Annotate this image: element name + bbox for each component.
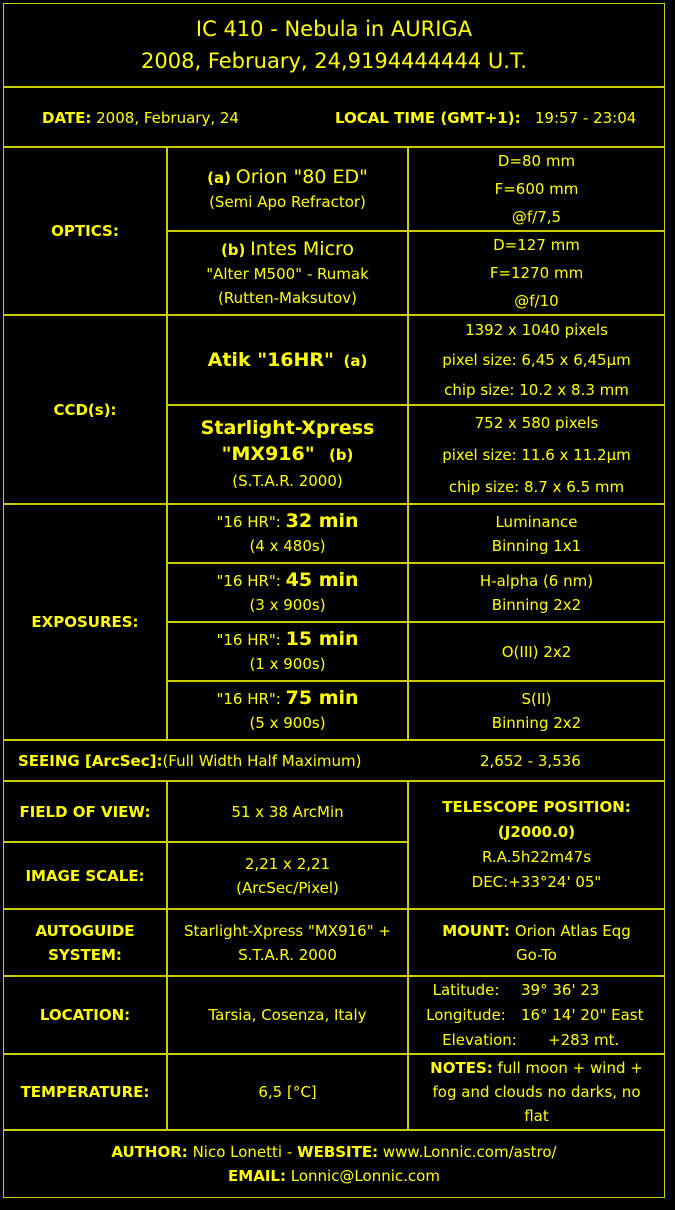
seeing-desc: (Full Width Half Maximum) bbox=[162, 752, 362, 770]
exposure-sub: (5 x 900s) bbox=[249, 714, 326, 732]
latitude-value: 39° 36' 23 bbox=[521, 980, 600, 999]
telescope-ra: R.A.5h22m47s bbox=[481, 848, 592, 866]
notes-text3: flat bbox=[524, 1107, 549, 1125]
ccd-a-name: Atik "16HR" bbox=[207, 348, 334, 371]
author-name: Nico Lonetti - bbox=[187, 1143, 298, 1161]
ccd-b-name2: "MX916" bbox=[221, 443, 315, 465]
telescope-epoch: (J2000.0) bbox=[497, 823, 576, 841]
optics-a-spec2: F=600 mm bbox=[494, 180, 579, 198]
seeing-label: SEEING [ArcSec]: bbox=[18, 752, 163, 770]
optics-a-tag: (a) bbox=[207, 168, 231, 187]
ccd-a-spec2: pixel size: 6,45 x 6,45µm bbox=[442, 351, 631, 369]
optics-b-specs bbox=[408, 231, 665, 315]
ccd-a-tag: (a) bbox=[343, 351, 368, 370]
optics-b-name: Intes Micro bbox=[250, 237, 355, 260]
location-label: LOCATION: bbox=[3, 976, 167, 1054]
elevation-label: Elevation: bbox=[442, 1030, 517, 1049]
date-row bbox=[3, 87, 665, 147]
optics-b-tag: (b) bbox=[220, 240, 246, 259]
exposure-row-3 bbox=[167, 622, 408, 681]
date-value: 2008, February, 24 bbox=[91, 109, 239, 127]
exposure-filter-1 bbox=[408, 504, 665, 563]
exposure-time: 45 min bbox=[285, 569, 359, 591]
notes bbox=[408, 1054, 665, 1130]
seeing-row bbox=[3, 740, 665, 781]
mount bbox=[408, 909, 665, 976]
exposure-binning: Binning 2x2 bbox=[491, 595, 582, 614]
date-label: DATE: bbox=[42, 109, 92, 127]
time-label: LOCAL TIME (GMT+1): bbox=[335, 109, 521, 127]
exposure-cam: "16 HR": bbox=[216, 513, 286, 531]
autoguide-label1: AUTOGUIDE bbox=[35, 921, 135, 940]
telescope-position bbox=[408, 781, 665, 909]
exposures-label: EXPOSURES: bbox=[3, 504, 167, 740]
latitude-label: Latitude: bbox=[432, 980, 500, 999]
telescope-dec: DEC:+33°24' 05" bbox=[471, 873, 602, 891]
autoguide-value1: Starlight-Xpress "MX916" + bbox=[184, 921, 391, 940]
exposure-row-4 bbox=[167, 681, 408, 740]
ccd-label: CCD(s): bbox=[3, 315, 167, 504]
optics-b-desc1: "Alter M500" - Rumak bbox=[206, 264, 369, 283]
mount-label: MOUNT: bbox=[442, 921, 511, 940]
exposure-filter: H-alpha (6 nm) bbox=[479, 571, 594, 590]
exposure-cam: "16 HR": bbox=[216, 572, 286, 590]
page-title: IC 410 - Nebula in AURIGA bbox=[195, 17, 473, 41]
optics-b-spec1: D=127 mm bbox=[493, 236, 580, 254]
longitude-label: Longitude: bbox=[426, 1005, 506, 1024]
email-link[interactable]: Lonnic@Lonnic.com bbox=[285, 1167, 440, 1185]
optics-b bbox=[167, 231, 408, 315]
exposure-time: 15 min bbox=[285, 628, 359, 650]
ccd-a-spec3: chip size: 10.2 x 8.3 mm bbox=[444, 381, 629, 399]
exposure-sub: (4 x 480s) bbox=[249, 537, 326, 555]
ccd-b-tag: (b) bbox=[328, 446, 354, 464]
temperature-value: 6,5 [°C] bbox=[167, 1054, 408, 1130]
ccd-b-desc: (S.T.A.R. 2000) bbox=[232, 472, 343, 490]
exposure-row-1 bbox=[167, 504, 408, 563]
exposure-sub: (3 x 900s) bbox=[249, 596, 326, 614]
optics-label: OPTICS: bbox=[3, 147, 167, 315]
exposure-filter: O(III) 2x2 bbox=[501, 642, 572, 661]
ccd-b bbox=[167, 405, 408, 504]
location-coords bbox=[408, 976, 665, 1054]
notes-text2: fog and clouds no darks, no bbox=[432, 1083, 641, 1101]
exposure-cam: "16 HR": bbox=[216, 631, 286, 649]
scale-value1: 2,21 x 2,21 bbox=[244, 854, 331, 873]
autoguide-label2: SYSTEM: bbox=[48, 945, 122, 964]
location-value: Tarsia, Cosenza, Italy bbox=[167, 976, 408, 1054]
exposure-cam: "16 HR": bbox=[216, 690, 286, 708]
exposure-row-2 bbox=[167, 563, 408, 622]
exposure-time: 75 min bbox=[285, 687, 359, 709]
autoguide-value bbox=[167, 909, 408, 976]
notes-label: NOTES: bbox=[430, 1059, 493, 1077]
page-subtitle: 2008, February, 24,9194444444 U.T. bbox=[141, 49, 527, 73]
email-label: EMAIL: bbox=[228, 1167, 286, 1185]
ccd-b-name1: Starlight-Xpress bbox=[200, 417, 375, 439]
autoguide-label bbox=[3, 909, 167, 976]
exposure-sub: (1 x 900s) bbox=[249, 655, 326, 673]
exposure-filter-2 bbox=[408, 563, 665, 622]
author-label: AUTHOR: bbox=[111, 1143, 188, 1161]
optics-b-desc2: (Rutten-Maksutov) bbox=[218, 288, 357, 307]
optics-b-spec3: @f/10 bbox=[514, 292, 559, 310]
exposure-filter-4 bbox=[408, 681, 665, 740]
optics-a-name: Orion "80 ED" bbox=[235, 165, 368, 188]
ccd-b-spec2: pixel size: 11.6 x 11.2µm bbox=[442, 445, 631, 464]
optics-b-spec2: F=1270 mm bbox=[489, 264, 584, 282]
optics-a-spec3: @f/7,5 bbox=[511, 208, 562, 226]
seeing-value: 2,652 - 3,536 bbox=[480, 752, 581, 770]
ccd-a bbox=[167, 315, 408, 405]
website-label: WEBSITE: bbox=[297, 1143, 379, 1161]
ccd-b-spec1: 752 x 580 pixels bbox=[474, 413, 599, 432]
mount-value2: Go-To bbox=[516, 945, 557, 964]
exposure-time: 32 min bbox=[285, 510, 359, 532]
ccd-a-specs bbox=[408, 315, 665, 405]
optics-a-desc: (Semi Apo Refractor) bbox=[209, 192, 366, 211]
scale-value bbox=[167, 842, 408, 909]
notes-text1: full moon + wind + bbox=[492, 1059, 643, 1077]
longitude-value: 16° 14' 20" East bbox=[521, 1005, 644, 1024]
optics-a bbox=[167, 147, 408, 231]
scale-label: IMAGE SCALE: bbox=[3, 842, 167, 909]
scale-value2: (ArcSec/Pixel) bbox=[236, 878, 339, 897]
telescope-position-label: TELESCOPE POSITION: bbox=[442, 798, 631, 816]
website-link[interactable]: www.Lonnic.com/astro/ bbox=[378, 1143, 557, 1161]
ccd-b-spec3: chip size: 8.7 x 6.5 mm bbox=[448, 477, 625, 496]
autoguide-value2: S.T.A.R. 2000 bbox=[238, 945, 337, 964]
exposure-filter-3 bbox=[408, 622, 665, 681]
optics-a-specs bbox=[408, 147, 665, 231]
ccd-b-specs bbox=[408, 405, 665, 504]
exposure-filter: S(II) bbox=[521, 689, 552, 708]
elevation-value: +283 mt. bbox=[548, 1030, 620, 1049]
mount-value1: Orion Atlas Eqg bbox=[510, 921, 631, 940]
time-value: 19:57 - 23:04 bbox=[534, 109, 637, 127]
exposure-binning: Binning 2x2 bbox=[491, 713, 582, 732]
header bbox=[3, 3, 665, 87]
optics-a-spec1: D=80 mm bbox=[497, 152, 576, 170]
ccd-a-spec1: 1392 x 1040 pixels bbox=[465, 321, 608, 339]
exposure-binning: Binning 1x1 bbox=[491, 536, 582, 555]
footer bbox=[3, 1130, 665, 1198]
temperature-label: TEMPERATURE: bbox=[3, 1054, 167, 1130]
fov-value: 51 x 38 ArcMin bbox=[167, 781, 408, 842]
exposure-filter: Luminance bbox=[495, 512, 578, 531]
fov-label: FIELD OF VIEW: bbox=[3, 781, 167, 842]
